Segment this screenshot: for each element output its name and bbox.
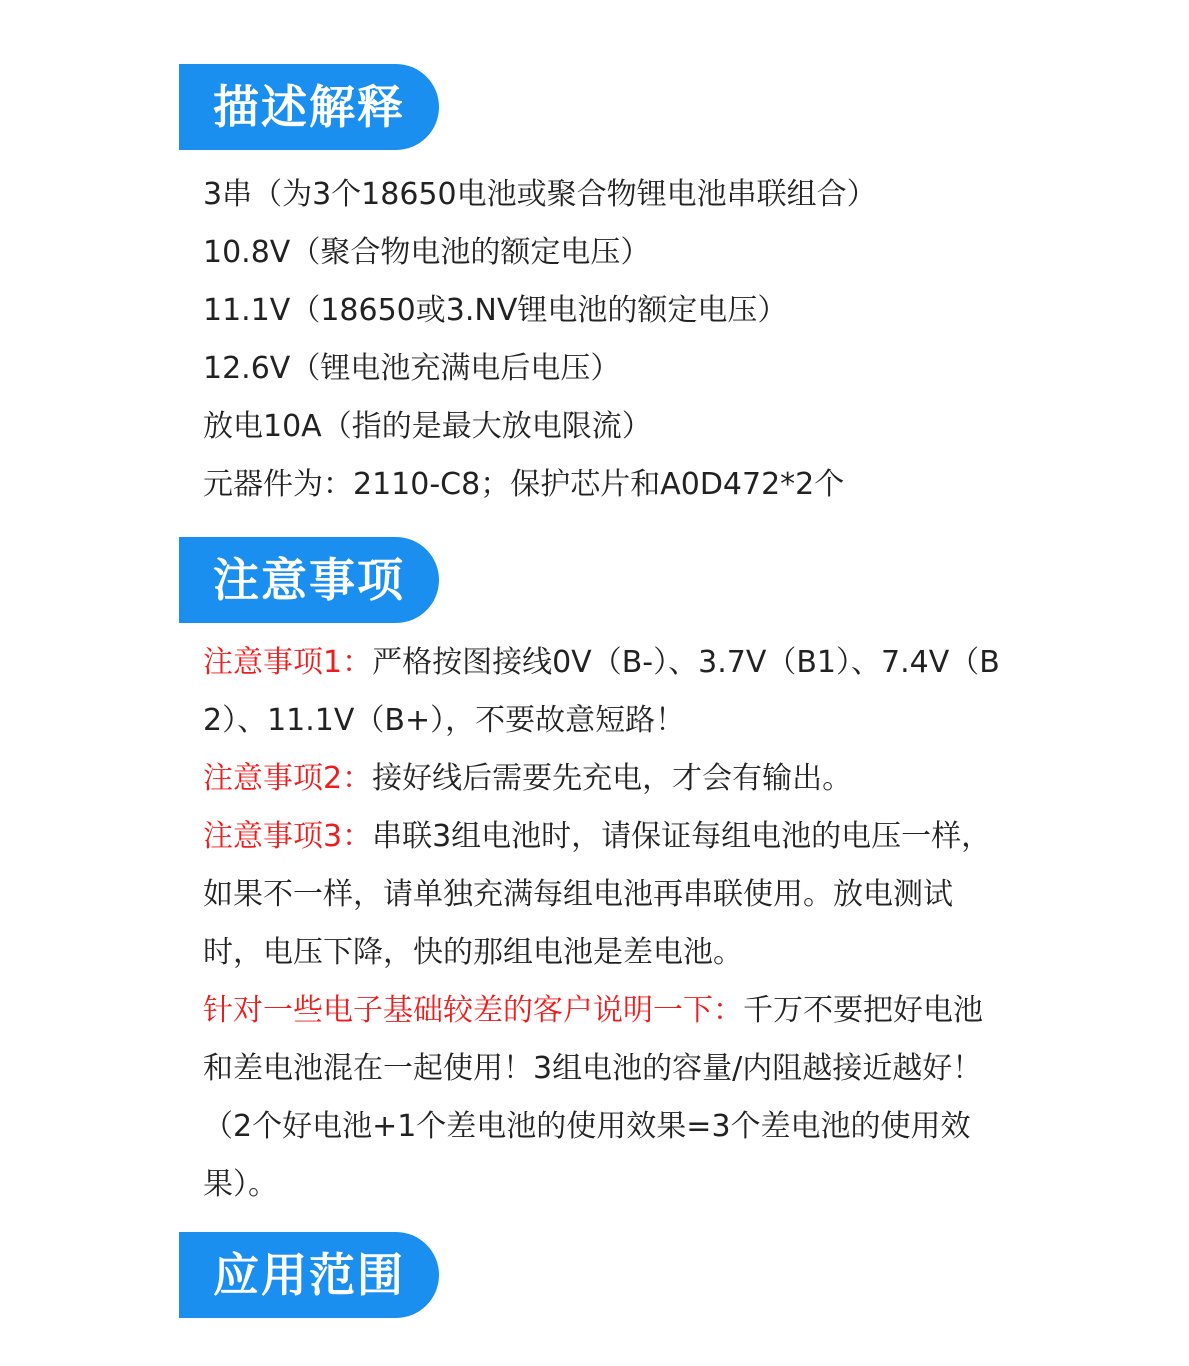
description-line: 11.1V（18650或3.NV锂电池的额定电压） <box>203 293 788 328</box>
note-item <box>203 750 1003 808</box>
description-list <box>203 166 1003 514</box>
note-text: 千万不要把好电池和差电池混在一起使用！3组电池的容量/内阻越接近越好！（2个好电池+1个差电池的使用效果=3个差电池的使用效果）。 <box>203 993 983 1202</box>
note-label: 注意事项2： <box>203 761 373 796</box>
section-title-applications: 应用范围 <box>179 1232 439 1318</box>
description-line: 元器件为：2110-C8；保护芯片和A0D472*2个 <box>203 467 845 502</box>
notes-list <box>203 634 1003 1214</box>
description-line: 10.8V（聚合物电池的额定电压） <box>203 235 651 270</box>
note-text: 严格按图接线0V（B-）、3.7V（B1）、7.4V（B2）、11.1V（B+），不要故意短路！ <box>203 645 1000 738</box>
note-text: 串联3组电池时，请保证每组电池的电压一样，如果不一样，请单独充满每组电池再串联使用。放电测试时，电压下降，快的那组电池是差电池。 <box>203 819 992 970</box>
note-label: 注意事项1： <box>203 645 373 680</box>
description-line: 放电10A（指的是最大放电限流） <box>203 409 652 444</box>
section-title-description: 描述解释 <box>179 64 439 150</box>
note-label: 注意事项3： <box>203 819 373 854</box>
note-item <box>203 982 1003 1214</box>
note-item <box>203 808 1003 982</box>
section-title-notes: 注意事项 <box>179 537 439 623</box>
note-item <box>203 634 1003 750</box>
description-line: 3串（为3个18650电池或聚合物锂电池串联组合） <box>203 177 877 212</box>
description-line: 12.6V（锂电池充满电后电压） <box>203 351 621 386</box>
note-text: 接好线后需要先充电，才会有输出。 <box>372 761 853 796</box>
note-label: 针对一些电子基础较差的客户说明一下： <box>203 993 743 1028</box>
